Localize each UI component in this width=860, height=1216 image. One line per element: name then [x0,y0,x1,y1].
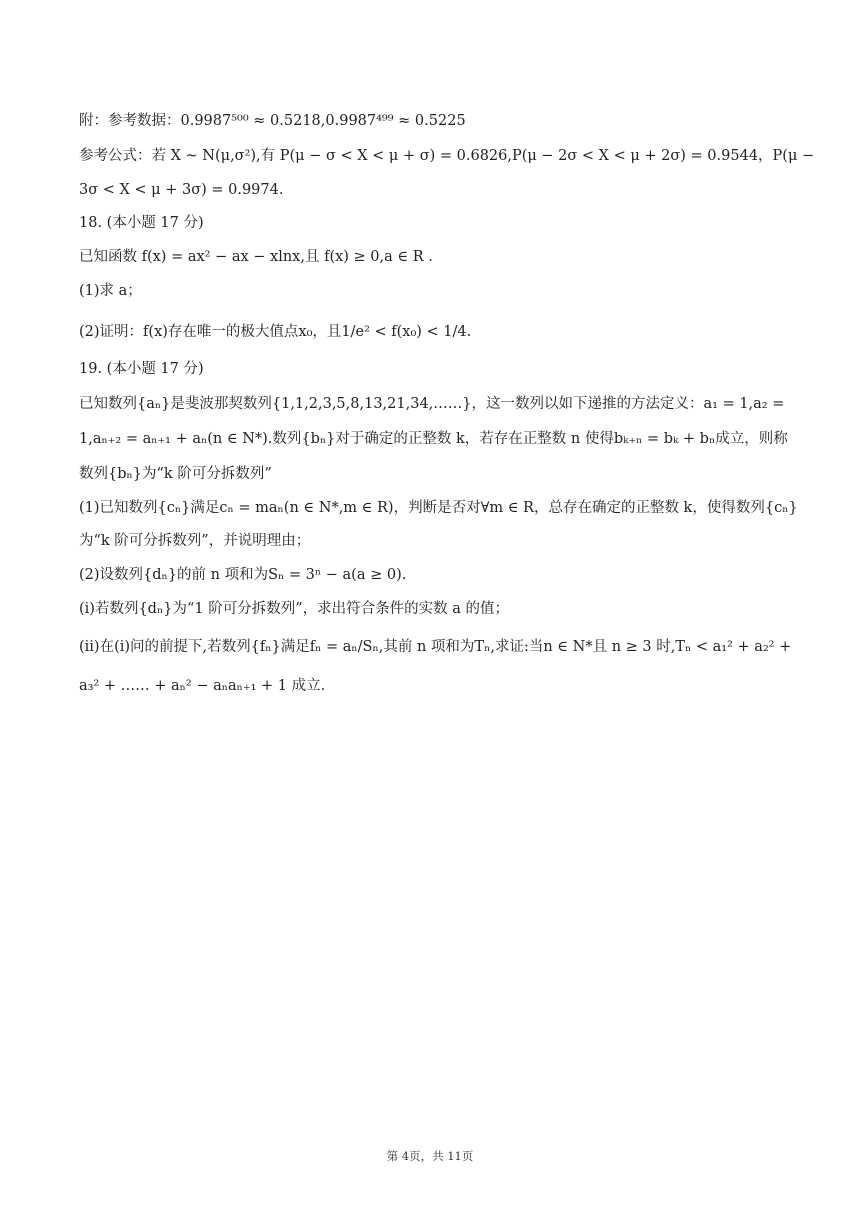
reference-data-line: 附：参考数据：0.9987⁵⁰⁰ ≈ 0.5218,0.9987⁴⁹⁹ ≈ 0.5225 [79,113,466,129]
question-19-stem-3: 数列{bₙ}为“k 阶可分拆数列” [79,466,272,482]
question-19-part-2: (2)设数列{dₙ}的前 n 项和为Sₙ = 3ⁿ − a(a ≥ 0). [79,567,407,583]
question-19-part-1-cont: 为“k 阶可分拆数列”，并说明理由； [79,533,311,549]
question-19-part-2-ii-cont: a₃² + …… + aₙ² − aₙaₙ₊₁ + 1 成立. [79,678,326,694]
reference-formula-line-cont: 3σ < X < μ + 3σ) = 0.9974. [79,182,284,198]
question-18-stem: 已知函数 f(x) = ax² − ax − xlnx,且 f(x) ≥ 0,a ∈ R . [79,249,433,265]
reference-formula-line: 参考公式：若 X ~ N(μ,σ²),有 P(μ − σ < X < μ + σ) = 0.6826,P(μ − 2σ < X < μ + 2σ) = 0.9544，P(μ − [79,148,815,164]
question-19-stem-1: 已知数列{aₙ}是斐波那契数列{1,1,2,3,5,8,13,21,34,……}，这一数列以如下递推的方法定义：a₁ = 1,a₂ = [79,396,785,412]
question-18-part-1: (1)求 a； [79,283,142,299]
question-19-part-2-ii: (ⅱ)在(ⅰ)问的前提下,若数列{fₙ}满足fₙ = aₙ/Sₙ,其前 n 项和为Tₙ,求证:当n ∈ N*且 n ≥ 3 时,Tₙ < a₁² + a₂² + [79,639,792,655]
question-19-stem-2: 1,aₙ₊₂ = aₙ₊₁ + aₙ(n ∈ N*).数列{bₙ}对于确定的正整数 k，若存在正整数 n 使得bₖ₊ₙ = bₖ + bₙ成立，则称 [79,431,788,447]
page-footer: 第 4页，共 11页 [386,1149,474,1163]
question-19-part-2-i: (ⅰ)若数列{dₙ}为“1 阶可分拆数列”，求出符合条件的实数 a 的值； [79,601,509,617]
question-19-part-1: (1)已知数列{cₙ}满足cₙ = maₙ(n ∈ N*,m ∈ R)，判断是否对∀m ∈ R，总存在确定的正整数 k，使得数列{cₙ} [79,500,798,516]
question-19-heading: 19. (本小题 17 分) [79,361,204,377]
question-18-part-2: (2)证明：f(x)存在唯一的极大值点x₀，且1/e² < f(x₀) < 1/4. [79,324,472,340]
question-18-heading: 18. (本小题 17 分) [79,215,204,231]
